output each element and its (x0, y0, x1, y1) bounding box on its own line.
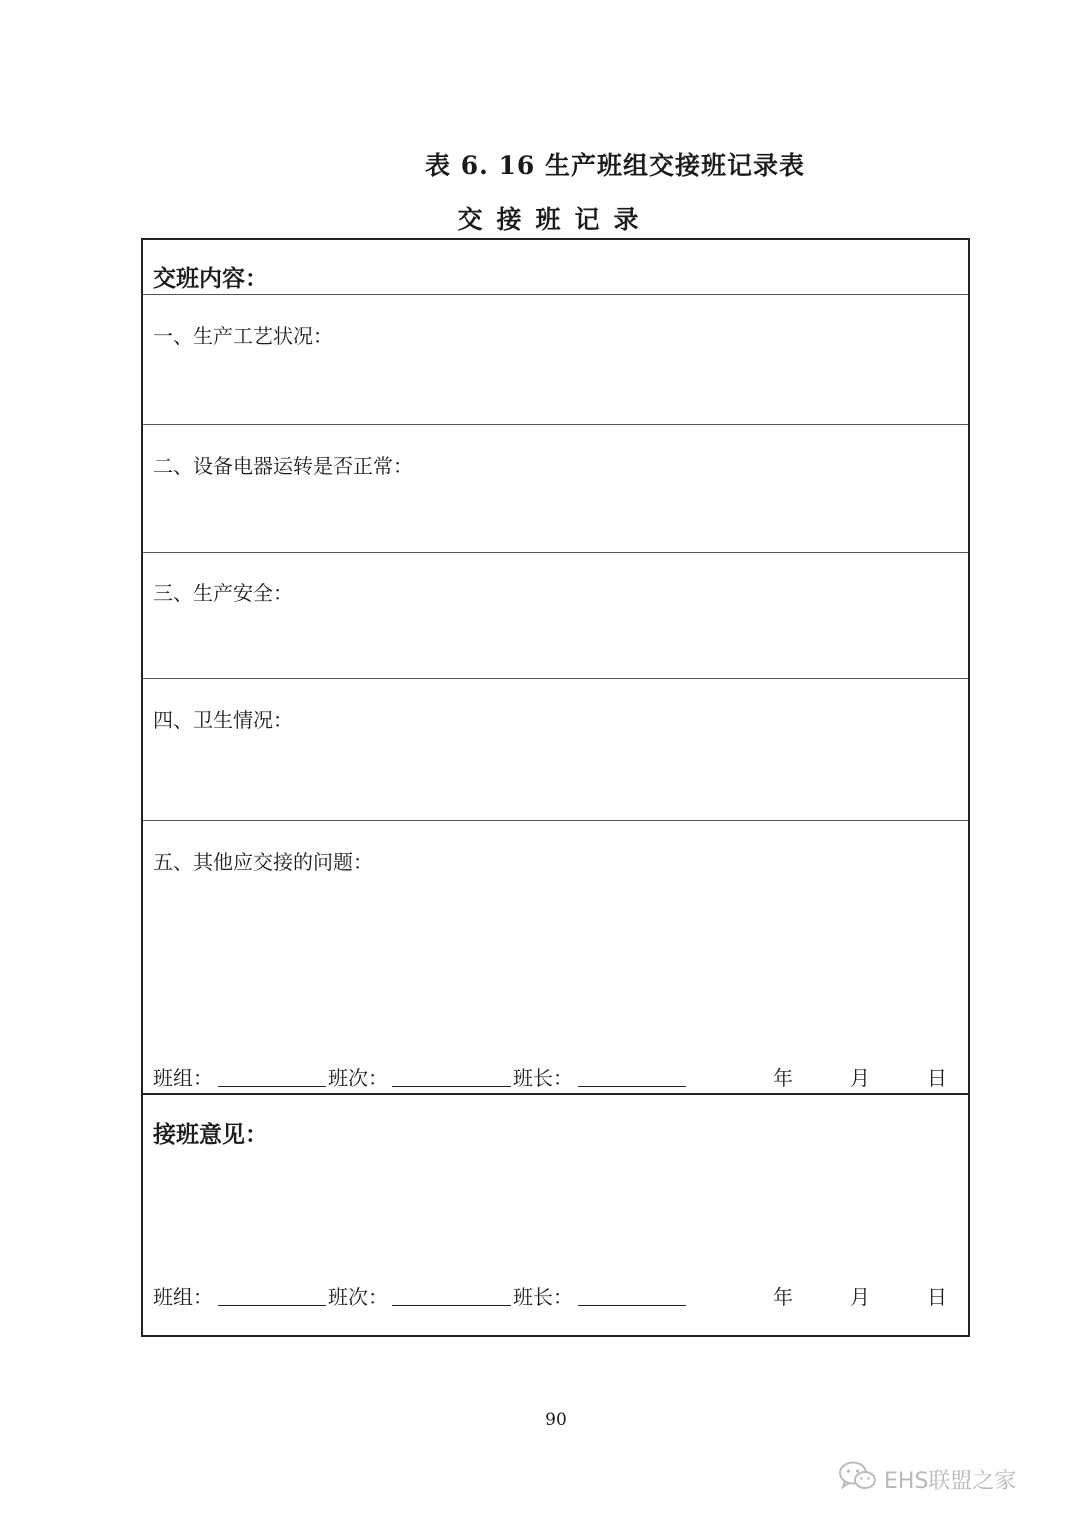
watermark (838, 1461, 1016, 1497)
leader-label: 班长： (513, 1285, 573, 1309)
month-label: 月 (850, 1066, 870, 1090)
shift-label: 班次： (328, 1066, 388, 1090)
divider (143, 678, 968, 679)
year-label: 年 (773, 1285, 793, 1309)
item-production-safety: 三、生产安全： (153, 581, 293, 605)
section-divider (143, 1093, 968, 1095)
leader-blank[interactable] (578, 1305, 686, 1306)
team-blank[interactable] (218, 1305, 326, 1306)
month-label: 月 (850, 1285, 870, 1309)
handover-signature-row (153, 1062, 958, 1092)
team-label: 班组： (153, 1066, 213, 1090)
shift-blank[interactable] (392, 1086, 511, 1087)
wechat-icon (838, 1460, 884, 1498)
watermark-text: EHS联盟之家 (884, 1468, 1017, 1494)
divider (143, 424, 968, 425)
shift-label: 班次： (328, 1285, 388, 1309)
document-subtitle: 交接班记录 (457, 205, 653, 234)
year-label: 年 (773, 1066, 793, 1090)
item-production-process: 一、生产工艺状况： (153, 324, 333, 348)
divider (143, 294, 968, 295)
divider (143, 820, 968, 821)
team-label: 班组： (153, 1285, 213, 1309)
divider (143, 552, 968, 553)
takeover-signature-row (153, 1281, 958, 1311)
handover-section-heading: 交班内容： (153, 265, 268, 292)
day-label: 日 (927, 1066, 947, 1090)
leader-label: 班长： (513, 1066, 573, 1090)
leader-blank[interactable] (578, 1086, 686, 1087)
handover-form-table (141, 238, 970, 1337)
document-title: 表 6. 16 生产班组交接班记录表 (424, 151, 805, 180)
item-other-issues: 五、其他应交接的问题： (153, 850, 373, 874)
item-equipment-status: 二、设备电器运转是否正常： (153, 454, 413, 478)
item-hygiene: 四、卫生情况： (153, 708, 293, 732)
takeover-section-heading: 接班意见： (153, 1121, 268, 1148)
team-blank[interactable] (218, 1086, 326, 1087)
day-label: 日 (927, 1285, 947, 1309)
page-number: 90 (545, 1410, 567, 1430)
shift-blank[interactable] (392, 1305, 511, 1306)
